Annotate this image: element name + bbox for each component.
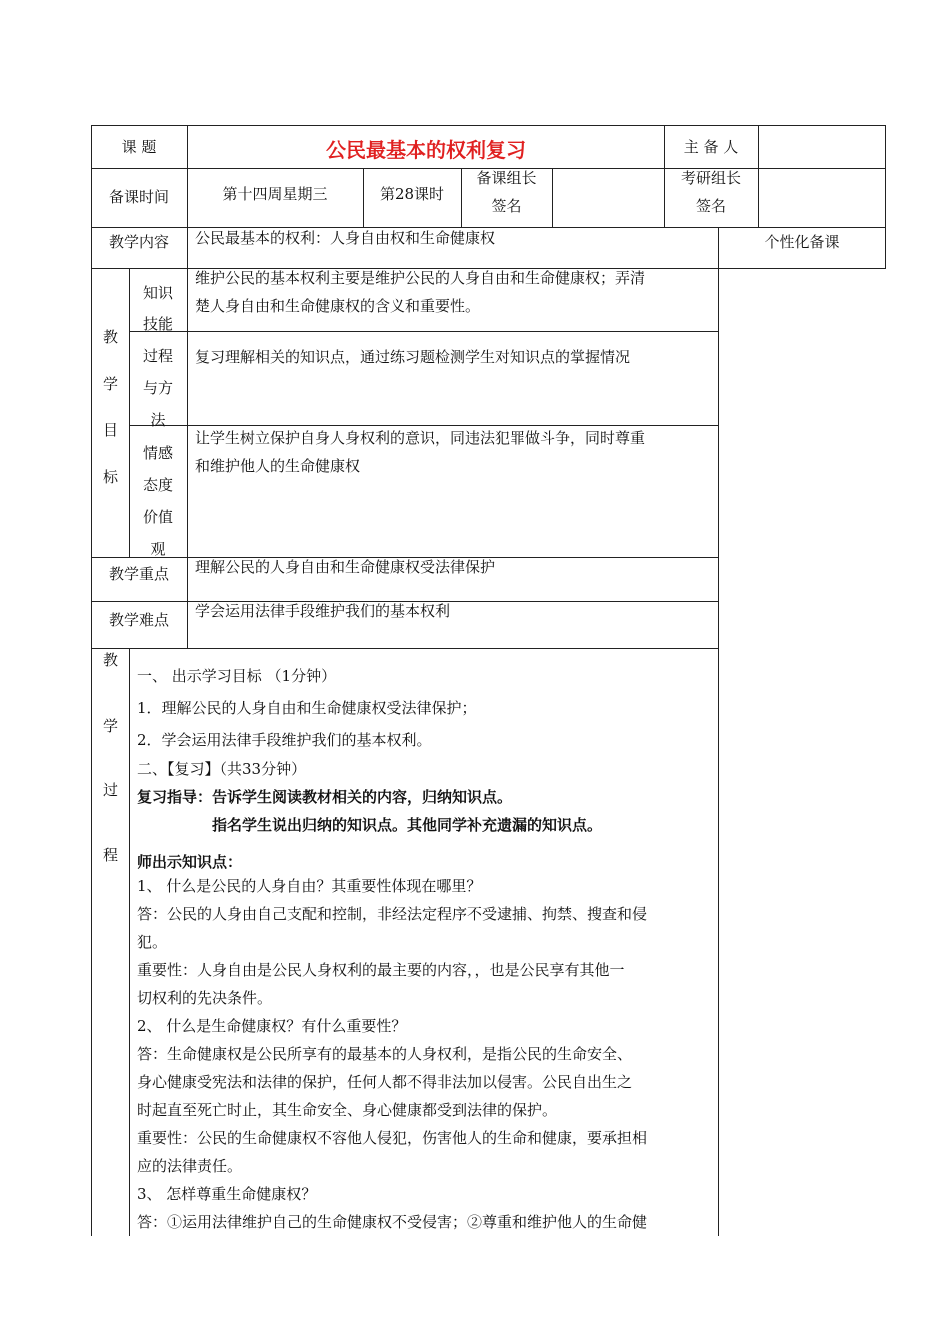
process-line: 身心健康受宪法和法律的保护，任何人都不得非法加以侵害。公民自出生之 [137,1073,633,1091]
emotion-label-3: 价值 [142,508,173,526]
process-line: 师出示知识点： [137,853,243,871]
goals-char: 教 [103,328,119,346]
process-line: 1．理解公民的人身自由和生命健康权受法律保护； [137,699,477,717]
process-line: 二、【复习】（共33分钟） [137,760,307,778]
difficulty-label: 教学难点 [108,611,169,629]
group-leader-label-2: 签名 [491,197,522,215]
content-value: 公民最基本的权利：人身自由权和生命健康权 [195,229,496,247]
time-label: 备课时间 [108,188,169,206]
knowledge-label: 知识 [142,284,173,302]
knowledge-text-2: 楚人身自由和生命健康权的含义和重要性。 [195,297,481,315]
process-line: 1、 什么是公民的人身自由？其重要性体现在哪里？ [137,877,482,895]
goals-char: 标 [103,468,119,486]
emotion-label-4: 观 [150,540,166,558]
process-method-label: 过程 [142,347,173,365]
goals-char: 学 [103,375,119,393]
process-line: 应的法律责任。 [137,1157,243,1175]
process-line: 时起直至死亡时止，其生命安全、身心健康都受到法律的保护。 [137,1101,558,1119]
emotion-text-2: 和维护他人的生命健康权 [195,457,361,475]
process-line: 一、 出示学习目标 （1分钟） [137,667,337,685]
goals-char: 目 [103,421,119,439]
process-line: 3、 怎样尊重生命健康权？ [137,1185,317,1203]
process-method-label-2: 与方 [142,379,173,397]
process-line: 切权利的先决条件。 [137,989,273,1007]
key-point-label: 教学重点 [108,565,169,583]
process-method-label-3: 法 [150,411,166,429]
key-point-value: 理解公民的人身自由和生命健康权受法律保护 [195,558,496,576]
difficulty-value: 学会运用法律手段维护我们的基本权利 [195,602,451,620]
knowledge-text: 维护公民的基本权利主要是维护公民的人身自由和生命健康权；弄清 [195,269,646,287]
group-leader-label: 备课组长 [476,169,537,187]
period-value: 第28课时 [379,185,445,203]
process-line: 重要性：公民的生命健康权不容他人侵犯，伤害他人的生命和健康，要承担相 [137,1129,648,1147]
personal-prep-area[interactable] [719,269,885,1235]
process-char: 学 [103,717,119,735]
research-leader-label-2: 签名 [695,197,726,215]
lesson-label: 课 题 [121,138,157,156]
emotion-label-2: 态度 [142,476,173,494]
group-leader-signature[interactable] [553,169,663,226]
process-line: 指名学生说出归纳的知识点。其他同学补充遗漏的知识点。 [212,816,603,834]
process-char: 教 [103,651,119,669]
process-line: 复习指导：告诉学生阅读教材相关的内容，归纳知识点。 [137,788,513,806]
process-line: 犯。 [137,933,168,951]
process-char: 过 [103,781,119,799]
process-method-text: 复习理解相关的知识点，通过练习题检测学生对知识点的掌握情况 [195,348,631,366]
preparer-label: 主 备 人 [683,138,739,156]
time-value: 第十四周星期三 [222,185,328,203]
preparer-value[interactable] [759,126,885,168]
process-line: 答：公民的人身由自己支配和控制，非经法定程序不受逮捕、拘禁、搜查和侵 [137,905,648,923]
process-line: 答：生命健康权是公民所享有的最基本的人身权利，是指公民的生命安全、 [137,1045,633,1063]
research-leader-signature[interactable] [759,169,885,226]
lesson-title: 公民最基本的权利复习 [326,138,526,162]
process-char: 程 [103,846,119,864]
process-line: 2．学会运用法律手段维护我们的基本权利。 [137,731,432,749]
process-line: 2、 什么是生命健康权？有什么重要性？ [137,1017,407,1035]
research-leader-label: 考研组长 [680,169,741,187]
emotion-label: 情感 [142,444,173,462]
emotion-text: 让学生树立保护自身人身权利的意识，同违法犯罪做斗争，同时尊重 [195,429,646,447]
process-line: 重要性：人身自由是公民人身权利的最主要的内容，，也是公民享有其他一 [137,961,625,979]
personal-prep-label: 个性化备课 [764,233,840,251]
content-label: 教学内容 [108,233,169,251]
process-line: 答：①运用法律维护自己的生命健康权不受侵害；②尊重和维护他人的生命健 [137,1213,648,1231]
knowledge-label-2: 技能 [142,315,173,333]
